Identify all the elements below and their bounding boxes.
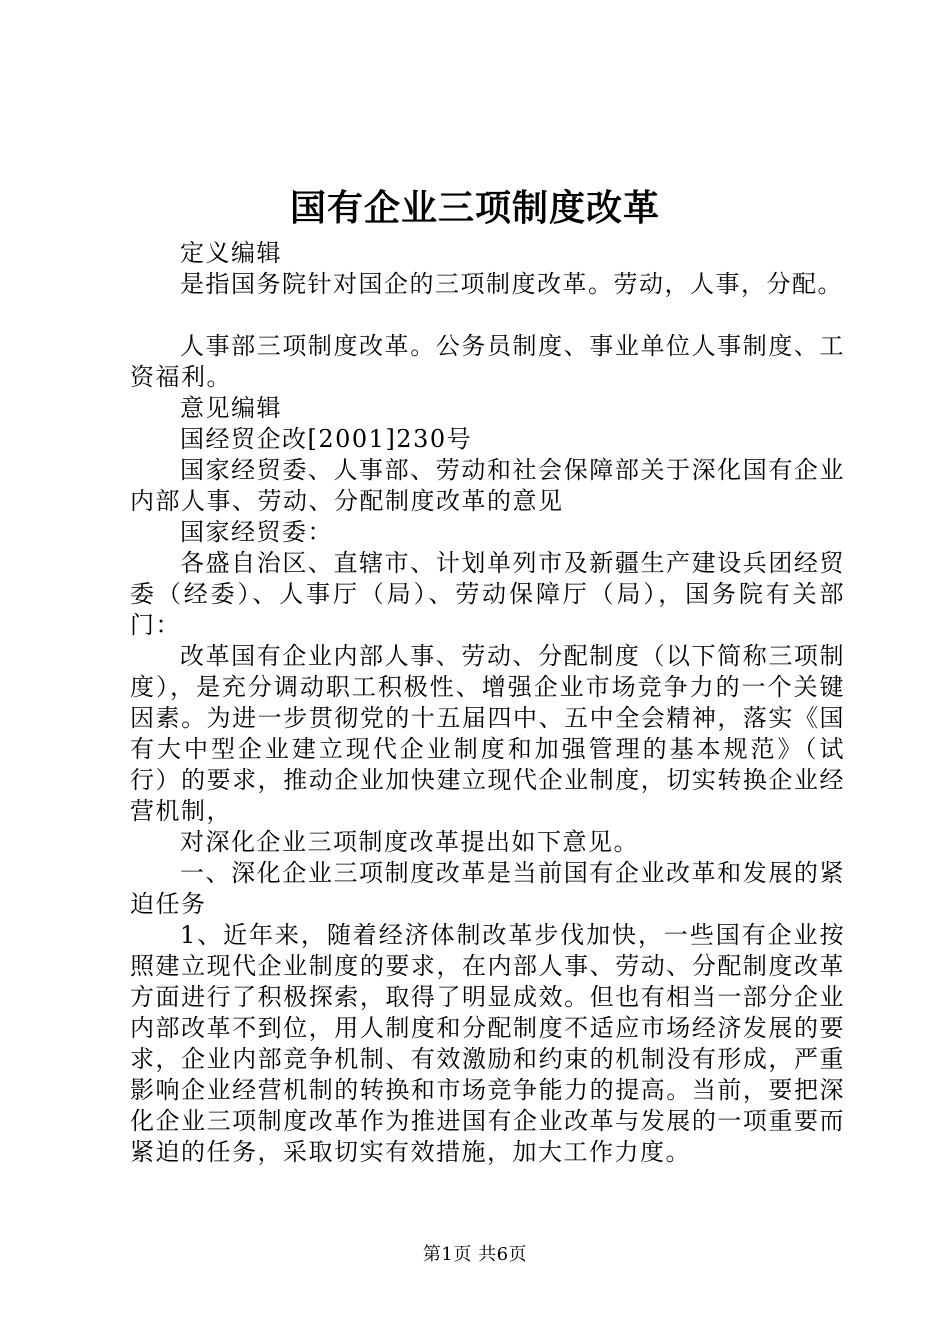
recipient-list-paragraph: 各盛自治区、直辖市、计划单列市及新疆生产建设兵团经贸委（经委）、人事厅（局）、劳动保障厅（局），国务院有关部门：: [130, 549, 845, 639]
section-heading-opinion: 意见编辑: [180, 394, 282, 422]
item-one-paragraph: 1、近年来，随着经济体制改革步伐加快，一些国有企业按照建立现代企业制度的要求，在内部人事、劳动、分配制度改革方面进行了积极探索，取得了明显成效。但也有相当一部分企业内部改革不到位，用人制度和分配制度不适应市场经济发展的要求，企业内部竞争机制、有效激励和约束的机制没有形成，严重影响企业经营机制的转换和市场竞争能力的提高。当前，要把深化企业三项制度改革作为推进国有企业改革与发展的一项重要而紧迫的任务，采取切实有效措施，加大工作力度。: [130, 921, 845, 1166]
document-body: [130, 238, 845, 1168]
document-title: 国有企业三项制度改革: [289, 187, 660, 229]
opinion-title-paragraph: 国家经贸委、人事部、劳动和社会保障部关于深化国有企业内部人事、劳动、分配制度改革的意见: [130, 456, 845, 515]
personnel-reform-paragraph: 人事部三项制度改革。公务员制度、事业单位人事制度、工资福利。: [130, 332, 845, 391]
paragraph-spacer: [130, 300, 845, 331]
section-one-heading: 一、深化企业三项制度改革是当前国有企业改革和发展的紧迫任务: [130, 859, 845, 918]
purpose-paragraph: 改革国有企业内部人事、劳动、分配制度（以下简称三项制度），是充分调动职工积极性、增强企业市场竞争力的一个关键因素。为进一步贯彻党的十五届四中、五中全会精神，落实《国有大中型企业建立现代企业制度和加强管理的基本规范》（试行）的要求，推动企业加快建立现代企业制度，切实转换企业经营机制，: [130, 642, 845, 825]
document-number: 国经贸企改[2001]230号: [180, 425, 473, 453]
definition-paragraph: 是指国务院针对国企的三项制度改革。劳动，人事，分配。: [180, 270, 843, 298]
opinion-intro-paragraph: 对深化企业三项制度改革提出如下意见。: [180, 828, 639, 856]
section-heading-definition: 定义编辑: [180, 239, 282, 267]
addressee-line: 国家经贸委：: [180, 518, 333, 546]
page-number-footer: 第1页 共6页: [422, 1244, 528, 1265]
